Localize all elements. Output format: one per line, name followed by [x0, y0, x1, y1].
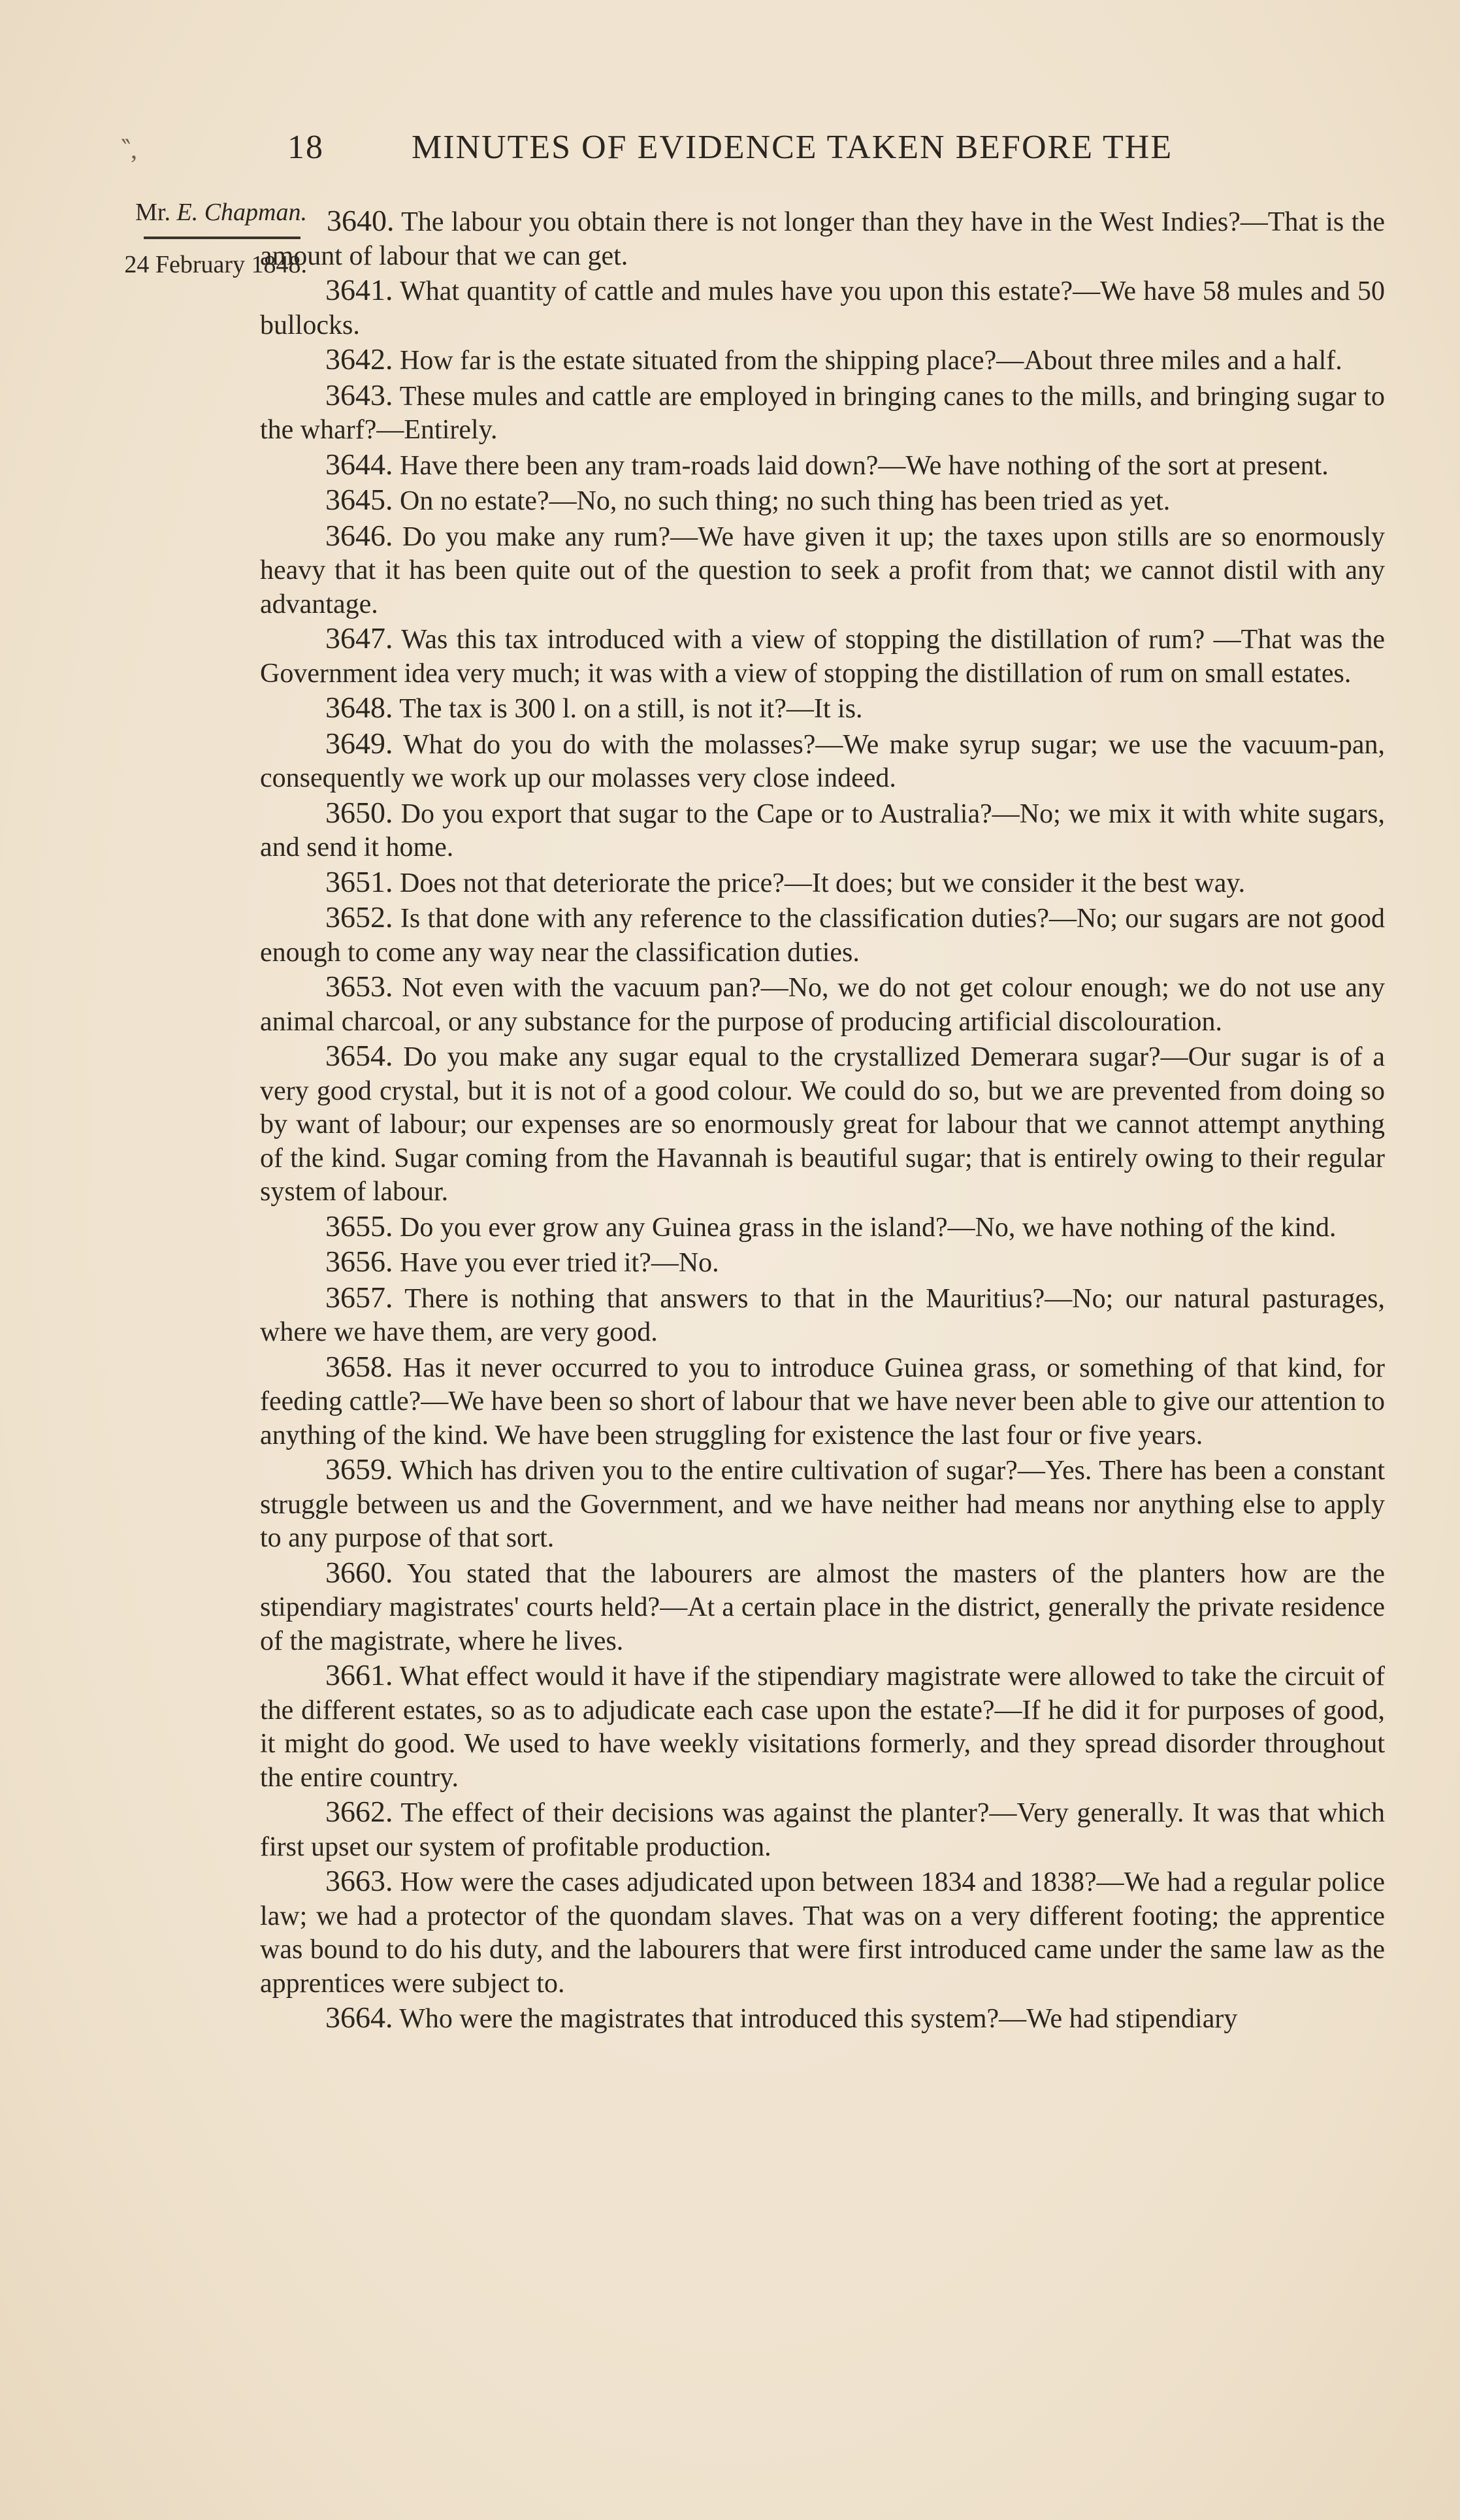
question-text: How far is the estate situated from the shipping place?—About three miles and a half.	[400, 346, 1342, 376]
question-paragraph	[260, 1658, 1385, 1795]
question-number: 3664.	[325, 2001, 393, 2034]
question-number: 3654.	[325, 1039, 393, 1072]
question-number: 3658.	[325, 1349, 393, 1383]
question-number: 3662.	[325, 1795, 393, 1828]
question-text: The effect of their decisions was against the planter?—Very generally. It was that which first upset our system of profitable production.	[260, 1798, 1385, 1862]
question-paragraph	[260, 483, 1385, 519]
question-number: 3659.	[325, 1452, 393, 1486]
page-number: 18	[287, 129, 324, 166]
evidence-date: 24 February 1848.	[124, 251, 307, 278]
question-text: Do you make any rum?—We have given it up; the taxes upon stills are so enormously heavy that it has been quite out of the question to seek a profit from that; we cannot distil with any advantage.	[260, 521, 1386, 619]
question-text: What effect would it have if the stipendiary magistrate were allowed to take the circuit of the different estates, so as to adjudicate each case upon the estate?—If he did it for purposes of good, it might do good. We used to have weekly visitations formerly, and they spread disorder throughout the entire country.	[260, 1661, 1385, 1793]
question-paragraph	[260, 204, 1385, 273]
question-text: The tax is 300 l. on a still, is not it?—It is.	[399, 694, 863, 724]
question-paragraph	[260, 727, 1385, 796]
question-number: 3646.	[325, 518, 393, 552]
question-paragraph	[260, 621, 1385, 691]
question-text: Do you export that sugar to the Cape or to Australia?—No; we mix it with white sugars, and send it home.	[260, 798, 1386, 862]
question-paragraph	[260, 378, 1385, 448]
question-number: 3642.	[325, 342, 393, 376]
question-number: 3661.	[325, 1658, 393, 1692]
question-number: 3657.	[325, 1280, 393, 1314]
question-text: On no estate?—No, no such thing; no such thing has been tried as yet.	[400, 486, 1171, 516]
question-number: 3653.	[325, 970, 393, 1003]
question-number: 3655.	[325, 1209, 393, 1243]
question-text: The labour you obtain there is not longer than they have in the West Indies?—That is the amount of labour that we can get.	[260, 207, 1386, 271]
question-number: 3663.	[325, 1864, 393, 1897]
question-paragraph	[260, 1452, 1385, 1556]
question-text: Do you make any sugar equal to the crystallized Demerara sugar?—Our sugar is of a very good crystal, but it is not of a good colour. We could do so, but we are prevented from doing so by want of labour; our expenses are so enormously great for labour that we cannot attempt anything of the kind. Sugar coming from the Havannah is beautiful sugar; that is entirely owing to their regular system of labour.	[260, 1042, 1385, 1207]
question-number: 3647.	[325, 621, 393, 655]
question-text: Who were the magistrates that introduced this system?—We had stipendiary	[399, 2004, 1238, 2034]
question-text: Is that done with any reference to the classification duties?—No; our sugars are not good enough to come any way near the classification duties.	[260, 904, 1385, 968]
question-text: Which has driven you to the entire cultivation of sugar?—Yes. There has been a constant struggle between us and the Government, and we have neither had means nor anything else to apply to any purpose of that sort.	[260, 1456, 1385, 1553]
question-number: 3640.	[327, 204, 395, 237]
question-paragraph	[260, 1556, 1385, 1659]
question-paragraph	[260, 448, 1385, 483]
question-paragraph	[260, 2001, 1385, 2037]
question-text: Not even with the vacuum pan?—No, we do not get colour enough; we do not use any animal charcoal, or any substance for the purpose of producing artificial discolouration.	[260, 973, 1385, 1037]
corner-mark: ‶,	[121, 135, 137, 164]
evidence-body	[260, 204, 1385, 2037]
question-number: 3660.	[325, 1555, 393, 1589]
question-text: Have you ever tried it?—No.	[400, 1248, 719, 1278]
question-number: 3643.	[325, 378, 393, 412]
question-paragraph	[260, 970, 1385, 1039]
question-number: 3648.	[325, 691, 393, 724]
question-paragraph	[260, 1864, 1385, 2001]
question-paragraph	[260, 1281, 1385, 1350]
question-number: 3652.	[325, 900, 393, 934]
question-number: 3649.	[325, 726, 393, 760]
question-paragraph	[260, 519, 1385, 622]
question-paragraph	[260, 691, 1385, 727]
question-text: How were the cases adjudicated upon between 1834 and 1838?—We had a regular police law; we had a protector of the quondam slaves. That was on a very different footing; the apprentice was bound to do his duty, and the labourers that were first introduced came under the same law as the apprentices were subject to.	[260, 1867, 1386, 1999]
question-text: These mules and cattle are employed in bringing canes to the mills, and bringing sugar to the wharf?—Entirely.	[260, 381, 1385, 445]
question-paragraph	[260, 900, 1385, 970]
question-number: 3645.	[325, 483, 393, 516]
question-text: Was this tax introduced with a view of stopping the distillation of rum? —That was the Government idea very much; it was with a view of stopping the distillation of rum on small estates.	[260, 625, 1386, 689]
question-text: What quantity of cattle and mules have you upon this estate?—We have 58 mules and 50 bullocks.	[260, 276, 1385, 340]
question-text: Has it never occurred to you to introduce Guinea grass, or something of that kind, for feeding cattle?—We have been so short of labour that we have never been able to give our attention to anything of the kind. We have been struggling for existence the last four or five years.	[260, 1352, 1385, 1450]
question-text: There is nothing that answers to that in the Mauritius?—No; our natural pasturages, where we have them, are very good.	[260, 1283, 1385, 1347]
question-paragraph	[260, 796, 1385, 865]
question-number: 3651.	[325, 864, 393, 898]
question-paragraph	[260, 1209, 1385, 1245]
question-number: 3656.	[325, 1245, 393, 1278]
question-text: Do you ever grow any Guinea grass in the island?—No, we have nothing of the kind.	[400, 1212, 1337, 1243]
question-paragraph	[260, 1245, 1385, 1281]
header-title: MINUTES OF EVIDENCE TAKEN BEFORE THE	[412, 129, 1173, 166]
question-paragraph	[260, 1039, 1385, 1209]
question-paragraph	[260, 1350, 1385, 1453]
question-paragraph	[260, 1795, 1385, 1864]
question-number: 3641.	[325, 273, 393, 306]
question-text: Does not that deteriorate the price?—It does; but we consider it the best way.	[400, 868, 1246, 898]
witness-name: Mr. E. Chapman.	[135, 199, 307, 226]
question-text: You stated that the labourers are almost the masters of the planters how are the stipendiary magistrates' courts held?—At a certain place in the district, generally the private residence of the magistrate, where he lives.	[260, 1558, 1385, 1656]
question-paragraph	[260, 865, 1385, 901]
running-header	[287, 128, 1280, 167]
question-number: 3644.	[325, 447, 393, 481]
question-text: What do you do with the molasses?—We make syrup sugar; we use the vacuum-pan, consequently we work up our molasses very close indeed.	[260, 729, 1385, 793]
question-number: 3650.	[325, 795, 393, 829]
question-paragraph	[260, 273, 1385, 342]
question-paragraph	[260, 342, 1385, 378]
question-text: Have there been any tram-roads laid down?—We have nothing of the sort at present.	[400, 450, 1329, 481]
